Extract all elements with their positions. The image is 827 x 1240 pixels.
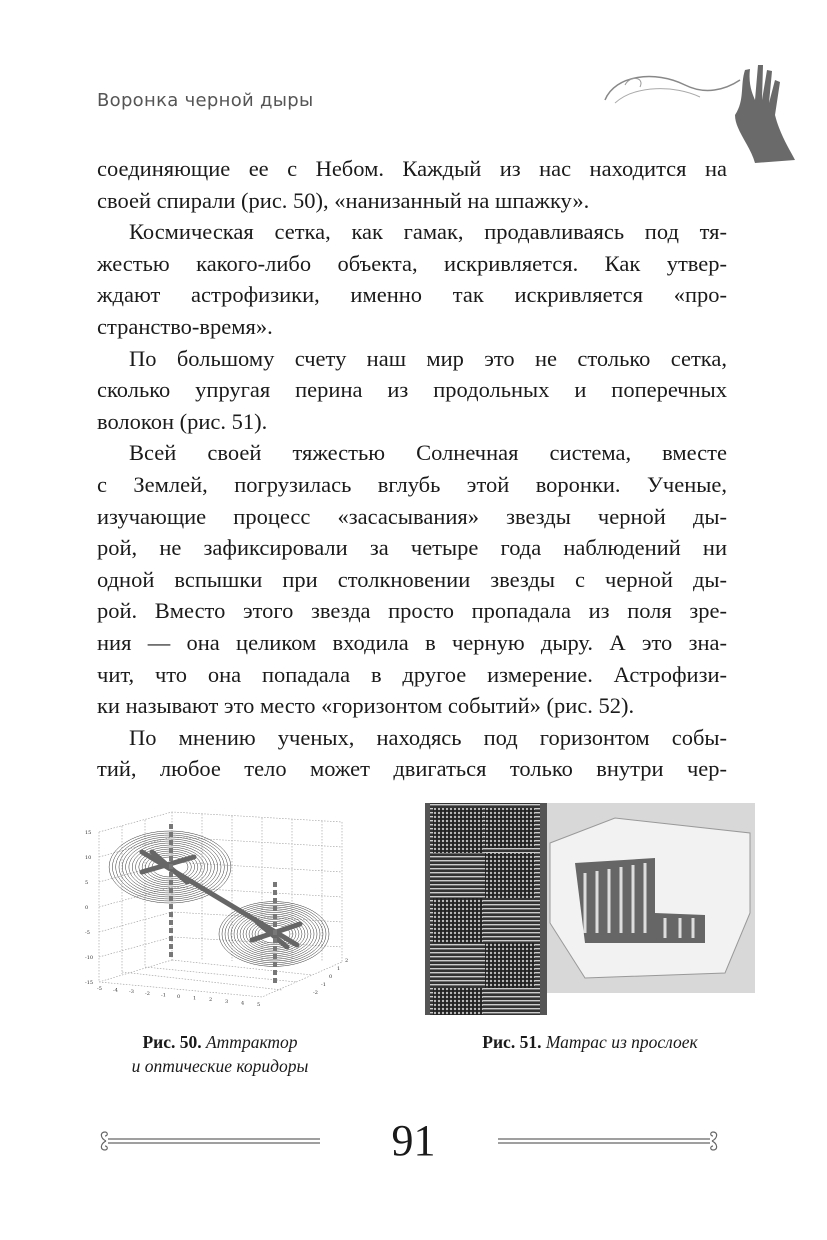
axis-tick-label: 3 xyxy=(225,998,229,1005)
text-line: изучающие процесс «засасывания» звезды черной ды- xyxy=(97,503,727,529)
text-line: соединяющие ее с Небом. Каждый из нас находится на xyxy=(97,156,727,181)
hand-ornament-icon xyxy=(595,55,795,165)
axis-tick-label: -2 xyxy=(313,990,318,996)
text-line: своей спирали (рис. 50), «нанизанный на шпажку». xyxy=(97,187,590,213)
axis-tick-label: -2 xyxy=(145,990,150,997)
text-line: сколько упругая перина из продольных и поперечных xyxy=(97,377,727,403)
axis-tick-label: 1 xyxy=(337,966,341,972)
text-line: рой, не зафиксировали за четыре года наблюдений ни xyxy=(97,535,727,561)
figure-50-caption-line2: и оптические коридоры xyxy=(131,1056,309,1076)
running-head: Воронка черной дыры xyxy=(97,90,314,111)
axis-tick-label: 0 xyxy=(85,905,89,911)
figure-51-label: Рис. 51. xyxy=(482,1032,542,1052)
text-line: ния — она целиком входила в черную дыру. А это зна- xyxy=(97,629,727,655)
text-line: рой. Вместо этого звезда просто пропадала из поля зре- xyxy=(97,598,727,624)
axis-tick-label: 2 xyxy=(209,997,213,1004)
figure-51-caption xyxy=(440,1030,740,1054)
text-line: одной вспышки при столкновении звезды с черной ды- xyxy=(97,566,727,592)
text-line: жестью какого-либо объекта, искривляется. Как утвер- xyxy=(97,250,727,276)
mattress-figure xyxy=(425,803,755,1018)
text-line: По мнению ученых, находясь под горизонтом собы- xyxy=(129,724,727,750)
figure-50-caption xyxy=(90,1030,350,1078)
page-number: 91 xyxy=(391,1116,436,1165)
axis-tick-label: 4 xyxy=(241,1000,245,1007)
text-line: Всей своей тяжестью Солнечная система, вместе xyxy=(129,440,727,466)
axis-tick-label: 15 xyxy=(85,830,92,836)
z-axis-ticks xyxy=(85,830,93,986)
text-line: волокон (рис. 51). xyxy=(97,408,268,434)
right-ornamental-rule xyxy=(495,1130,720,1154)
text-line: ки называют это место «горизонтом событий» (рис. 52). xyxy=(97,693,635,719)
x-axis-ticks xyxy=(97,986,260,1008)
axis-tick-label: -1 xyxy=(161,992,166,999)
text-line: Космическая сетка, как гамак, продавливаясь под тя- xyxy=(129,219,727,245)
axis-tick-label: -15 xyxy=(85,980,94,986)
figure-50-label: Рис. 50. xyxy=(142,1032,202,1052)
text-line: По большому счету наш мир это не столько сетка, xyxy=(129,345,727,371)
text-line: чит, что она попадала в другое измерение. Астрофизи- xyxy=(97,661,727,687)
axis-tick-label: 0 xyxy=(177,994,181,1000)
y-axis-ticks xyxy=(313,958,348,996)
axis-tick-label: -5 xyxy=(97,986,102,992)
axis-tick-label: -1 xyxy=(321,982,326,988)
axis-tick-label: 10 xyxy=(85,855,92,861)
text-line: странство-время». xyxy=(97,313,273,339)
text-line: тий, любое тело может двигаться только внутри чер- xyxy=(97,756,727,782)
axis-tick-label: -10 xyxy=(85,955,94,961)
axis-tick-label: 0 xyxy=(329,974,333,980)
text-line: с Землей, погрузилась вглубь этой воронки. Ученые, xyxy=(97,471,727,497)
body-text xyxy=(97,153,727,785)
text-line: ждают астрофизики, именно так искривляется «про- xyxy=(97,282,727,308)
axis-tick-label: 2 xyxy=(345,958,349,964)
axis-tick-label: 1 xyxy=(193,995,197,1002)
attractor-figure xyxy=(82,812,357,1008)
axis-tick-label: -4 xyxy=(113,987,118,994)
axis-tick-label: -3 xyxy=(129,989,134,996)
axis-tick-label: 5 xyxy=(85,880,89,886)
figure-50-caption-line1: Аттрактор xyxy=(205,1032,298,1052)
axis-tick-label: -5 xyxy=(85,930,90,936)
figure-51-caption-text: Матрас из прослоек xyxy=(545,1032,698,1052)
axis-tick-label: 5 xyxy=(257,1002,261,1008)
